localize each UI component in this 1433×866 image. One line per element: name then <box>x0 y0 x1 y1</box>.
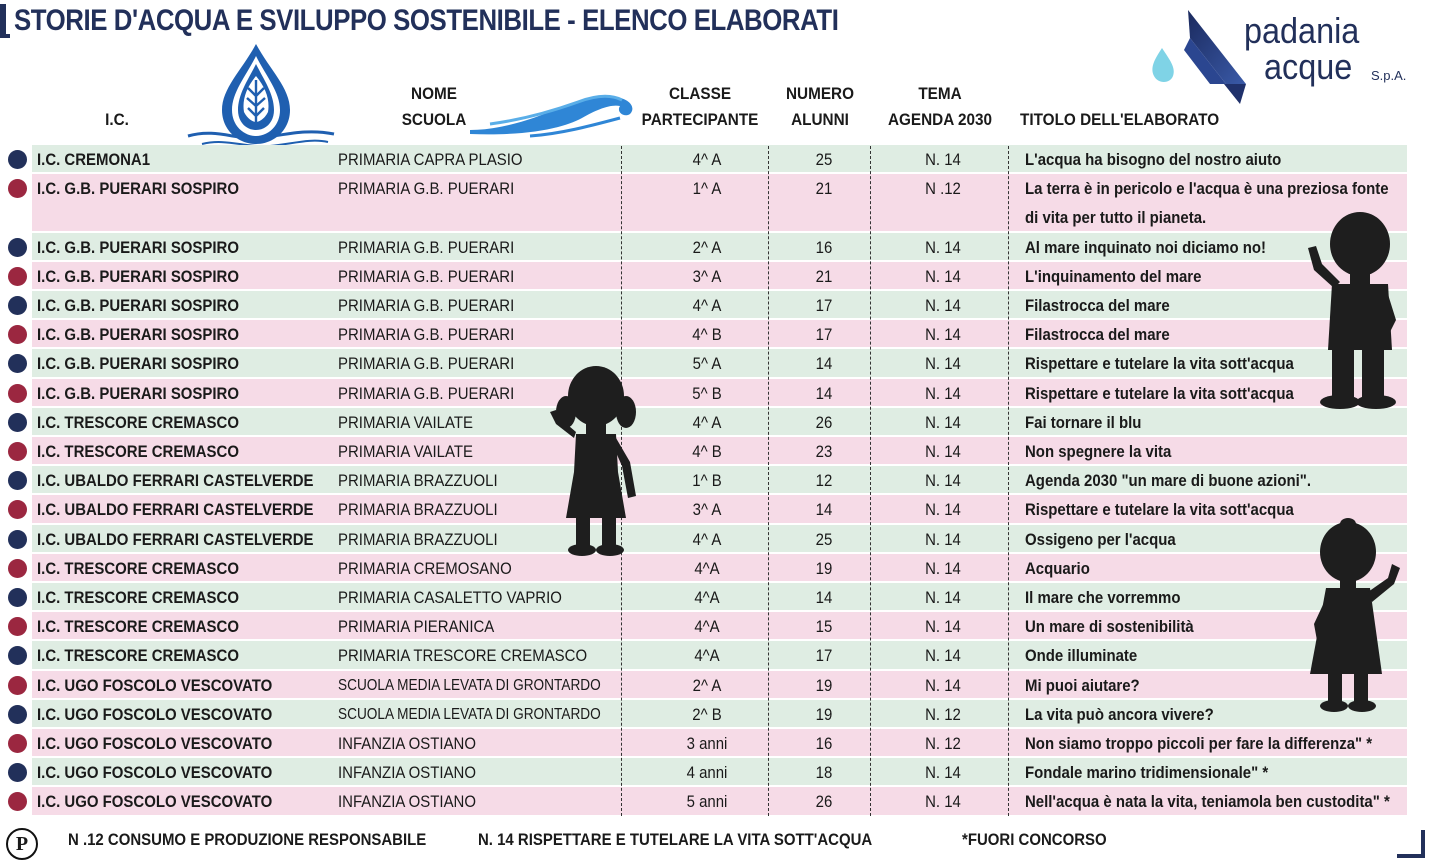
row-ic: I.C. TRESCORE CREMASCO <box>37 617 239 637</box>
row-class: 4^ A <box>692 529 722 549</box>
row-tema: N. 14 <box>925 558 961 578</box>
table-row <box>32 554 1407 581</box>
row-school: PRIMARIA CREMOSANO <box>338 558 512 578</box>
header-num-line1: NUMERO <box>785 84 855 103</box>
row-title: Nell'acqua è nata la vita, teniamola ben custodita" * <box>1025 792 1390 812</box>
row-tema: N. 14 <box>925 266 961 286</box>
row-title: Fai tornare il blu <box>1025 412 1142 432</box>
row-class: 1^ B <box>692 471 722 491</box>
row-alunni: 25 <box>815 529 833 549</box>
row-class: 5 anni <box>686 792 728 812</box>
row-ic: I.C. UGO FOSCOLO VESCOVATO <box>37 704 273 724</box>
header-tema-line1: TEMA <box>918 84 962 103</box>
row-bullet-icon <box>8 325 27 344</box>
row-tema: N. 14 <box>925 646 961 666</box>
table-row <box>32 700 1407 727</box>
footer-legend <box>0 828 1433 860</box>
row-bullet-icon <box>8 646 27 665</box>
padania-acque-mark-icon <box>1148 8 1248 108</box>
row-tema: N. 14 <box>925 588 961 607</box>
row-school: PRIMARIA PIERANICA <box>338 617 495 637</box>
table-row <box>32 174 1407 230</box>
row-title: Mi puoi aiutare? <box>1025 675 1140 695</box>
row-title: Fondale marino tridimensionale" * <box>1025 763 1269 783</box>
row-school: PRIMARIA G.B. PUERARI <box>338 383 515 403</box>
table-row <box>32 291 1407 318</box>
row-alunni: 25 <box>815 150 833 169</box>
row-bullet-icon <box>8 792 27 811</box>
row-tema: N. 14 <box>925 383 961 403</box>
header-school-line2: SCUOLA <box>401 110 467 129</box>
water-drop-leaf-icon <box>186 40 336 152</box>
header-title: TITOLO DELL'ELABORATO <box>1020 110 1220 129</box>
row-tema: N. 14 <box>925 412 961 432</box>
column-separator <box>870 146 871 816</box>
row-title: Rispettare e tutelare la vita sott'acqua <box>1025 500 1294 520</box>
row-bullet-icon <box>8 471 27 490</box>
table-row <box>32 758 1407 785</box>
row-school: PRIMARIA G.B. PUERARI <box>338 179 515 199</box>
row-ic: I.C. UBALDO FERRARI CASTELVERDE <box>37 500 314 520</box>
row-title: Acquario <box>1025 558 1090 578</box>
row-school: PRIMARIA VAILATE <box>338 412 473 432</box>
row-tema: N. 14 <box>925 325 961 345</box>
page-title: STORIE D'ACQUA E SVILUPPO SOSTENIBILE - ELENCO ELABORATI <box>14 4 839 37</box>
row-tema: N. 14 <box>925 471 961 491</box>
table-row <box>32 466 1407 493</box>
row-school: PRIMARIA CASALETTO VAPRIO <box>338 588 562 607</box>
row-title: Rispettare e tutelare la vita sott'acqua <box>1025 354 1294 374</box>
small-girl-waving-silhouette-icon <box>1296 514 1406 714</box>
row-school: INFANZIA OSTIANO <box>338 792 476 812</box>
table-row <box>32 349 1407 376</box>
row-ic: I.C. UBALDO FERRARI CASTELVERDE <box>37 471 314 491</box>
row-class: 5^ B <box>692 383 722 403</box>
row-ic: I.C. G.B. PUERARI SOSPIRO <box>37 179 240 199</box>
row-bullet-icon <box>8 559 27 578</box>
row-alunni: 19 <box>815 704 833 724</box>
row-bullet-icon <box>8 588 27 607</box>
row-title: Agenda 2030 "un mare di buone azioni". <box>1025 471 1312 491</box>
row-class: 4^ B <box>692 325 722 345</box>
row-class: 4^A <box>694 646 720 666</box>
row-ic: I.C. G.B. PUERARI SOSPIRO <box>37 296 240 315</box>
row-class: 2^ B <box>692 704 722 724</box>
title-bar-accent <box>0 4 6 38</box>
legend-fuori-concorso: *FUORI CONCORSO <box>962 830 1107 849</box>
row-class: 4 anni <box>686 763 728 783</box>
row-class: 5^ A <box>692 354 722 374</box>
row-bullet-icon <box>8 238 27 257</box>
row-alunni: 14 <box>815 588 833 607</box>
table-row <box>32 233 1407 260</box>
row-ic: I.C. G.B. PUERARI SOSPIRO <box>37 354 240 374</box>
header-num-line2: ALUNNI <box>791 110 849 129</box>
row-alunni: 17 <box>815 646 833 666</box>
row-school: INFANZIA OSTIANO <box>338 734 476 753</box>
p-logo-icon: P <box>6 828 38 860</box>
table-row <box>32 671 1407 698</box>
row-title: Non spegnere la vita <box>1025 442 1172 461</box>
row-class: 3^ A <box>692 266 722 286</box>
row-school: PRIMARIA BRAZZUOLI <box>338 471 498 491</box>
row-title: Filastrocca del mare <box>1025 325 1170 345</box>
table-row <box>32 612 1407 639</box>
row-school: PRIMARIA VAILATE <box>338 442 473 461</box>
row-class: 4^A <box>694 588 720 607</box>
row-tema: N. 14 <box>925 500 961 520</box>
row-bullet-icon <box>8 442 27 461</box>
row-ic: I.C. UBALDO FERRARI CASTELVERDE <box>37 529 314 549</box>
padania-acque-logo <box>1148 8 1418 108</box>
row-ic: I.C. G.B. PUERARI SOSPIRO <box>37 383 240 403</box>
row-class: 1^ A <box>692 179 722 199</box>
row-title: La terra è in pericolo e l'acqua è una preziosa fonte di vita per tutto il pianeta. <box>1025 179 1389 228</box>
row-tema: N. 14 <box>925 617 961 637</box>
logo-text-padania: padania <box>1244 10 1360 51</box>
row-alunni: 16 <box>815 237 833 257</box>
row-ic: I.C. TRESCORE CREMASCO <box>37 442 239 461</box>
table-row <box>32 262 1407 289</box>
row-tema: N. 14 <box>925 675 961 695</box>
row-ic: I.C. TRESCORE CREMASCO <box>37 646 239 666</box>
row-alunni: 15 <box>815 617 833 637</box>
row-tema: N. 14 <box>925 442 961 461</box>
row-tema: N. 14 <box>925 296 961 315</box>
row-ic: I.C. CREMONA1 <box>37 150 151 169</box>
row-alunni: 16 <box>815 734 833 753</box>
row-class: 4^ A <box>692 150 722 169</box>
row-alunni: 26 <box>815 412 833 432</box>
row-alunni: 14 <box>815 500 833 520</box>
row-ic: I.C. UGO FOSCOLO VESCOVATO <box>37 675 273 695</box>
row-alunni: 14 <box>815 383 833 403</box>
row-school: PRIMARIA G.B. PUERARI <box>338 354 515 374</box>
row-ic: I.C. TRESCORE CREMASCO <box>37 558 239 578</box>
row-alunni: 23 <box>815 442 833 461</box>
row-school: SCUOLA MEDIA LEVATA DI GRONTARDO <box>338 676 601 694</box>
row-alunni: 14 <box>815 354 833 374</box>
row-title: Rispettare e tutelare la vita sott'acqua <box>1025 383 1294 403</box>
row-bullet-icon <box>8 150 27 169</box>
sea-wave-icon <box>470 90 640 138</box>
table-row <box>32 641 1407 668</box>
row-bullet-icon <box>8 500 27 519</box>
row-school: PRIMARIA G.B. PUERARI <box>338 296 515 315</box>
row-tema: N. 12 <box>925 704 961 724</box>
row-title: Il mare che vorremmo <box>1025 588 1181 607</box>
row-class: 4^ A <box>692 412 722 432</box>
row-bullet-icon <box>8 296 27 315</box>
row-alunni: 12 <box>815 471 833 491</box>
row-alunni: 21 <box>815 179 833 199</box>
logo-text-acque: acque <box>1264 46 1353 87</box>
row-bullet-icon <box>8 179 27 198</box>
row-bullet-icon <box>8 734 27 753</box>
row-tema: N. 14 <box>925 237 961 257</box>
header-class-line2: PARTECIPANTE <box>641 110 759 129</box>
row-school: PRIMARIA G.B. PUERARI <box>338 237 515 257</box>
row-school: PRIMARIA BRAZZUOLI <box>338 529 498 549</box>
header-tema-line2: AGENDA 2030 <box>887 110 993 129</box>
row-bullet-icon <box>8 267 27 286</box>
row-school: PRIMARIA G.B. PUERARI <box>338 325 515 345</box>
row-bullet-icon <box>8 413 27 432</box>
legend-n12: N .12 CONSUMO E PRODUZIONE RESPONSABILE <box>68 830 427 849</box>
corner-accent <box>1397 830 1425 858</box>
row-title: Al mare inquinato noi diciamo no! <box>1025 237 1267 257</box>
table-row <box>32 145 1407 172</box>
row-tema: N. 14 <box>925 354 961 374</box>
table-row <box>32 437 1407 464</box>
row-school: PRIMARIA CAPRA PLASIO <box>338 150 523 169</box>
table-row <box>32 583 1407 610</box>
row-class: 2^ A <box>692 237 722 257</box>
row-alunni: 18 <box>815 763 833 783</box>
row-alunni: 17 <box>815 296 833 315</box>
row-title: La vita può ancora vivere? <box>1025 704 1214 724</box>
table-row <box>32 495 1407 522</box>
row-ic: I.C. UGO FOSCOLO VESCOVATO <box>37 763 273 783</box>
row-school: PRIMARIA G.B. PUERARI <box>338 266 515 286</box>
row-tema: N .12 <box>925 179 961 199</box>
table-row <box>32 408 1407 435</box>
girl-waving-silhouette-icon <box>546 362 646 556</box>
row-alunni: 26 <box>815 792 833 812</box>
row-ic: I.C. G.B. PUERARI SOSPIRO <box>37 266 240 286</box>
row-bullet-icon <box>8 705 27 724</box>
row-alunni: 19 <box>815 675 833 695</box>
logo-text-spa: S.p.A. <box>1371 68 1407 83</box>
header-class-line1: CLASSE <box>668 84 732 103</box>
row-bullet-icon <box>8 354 27 373</box>
row-class: 3 anni <box>686 734 728 753</box>
row-ic: I.C. UGO FOSCOLO VESCOVATO <box>37 734 273 753</box>
column-separator <box>768 146 769 816</box>
table-row <box>32 379 1407 406</box>
row-alunni: 21 <box>815 266 833 286</box>
table-row <box>32 729 1407 756</box>
row-title: Un mare di sostenibilità <box>1025 617 1194 637</box>
row-school: PRIMARIA TRESCORE CREMASCO <box>338 646 588 666</box>
row-ic: I.C. TRESCORE CREMASCO <box>37 588 239 607</box>
table-row <box>32 525 1407 552</box>
row-class: 4^A <box>694 617 720 637</box>
row-ic: I.C. G.B. PUERARI SOSPIRO <box>37 325 240 345</box>
row-tema: N. 14 <box>925 529 961 549</box>
table-row <box>32 787 1407 814</box>
row-ic: I.C. G.B. PUERARI SOSPIRO <box>37 237 240 257</box>
row-class: 4^A <box>694 558 720 578</box>
row-class: 3^ A <box>692 500 722 520</box>
row-title: Filastrocca del mare <box>1025 296 1170 315</box>
row-ic: I.C. TRESCORE CREMASCO <box>37 412 239 432</box>
row-school: SCUOLA MEDIA LEVATA DI GRONTARDO <box>338 705 601 723</box>
column-separator <box>1008 146 1009 816</box>
row-ic: I.C. UGO FOSCOLO VESCOVATO <box>37 792 273 812</box>
row-bullet-icon <box>8 676 27 695</box>
row-class: 4^ A <box>692 296 722 315</box>
row-alunni: 17 <box>815 325 833 345</box>
row-school: PRIMARIA BRAZZUOLI <box>338 500 498 520</box>
row-title: L'inquinamento del mare <box>1025 266 1202 286</box>
row-bullet-icon <box>8 617 27 636</box>
boy-waving-silhouette-icon <box>1296 210 1406 410</box>
title-bar-accent-base <box>0 34 10 38</box>
table-row <box>32 320 1407 347</box>
header-school-line1: NOME <box>411 84 457 103</box>
row-alunni: 19 <box>815 558 833 578</box>
row-bullet-icon <box>8 763 27 782</box>
legend-n14: N. 14 RISPETTARE E TUTELARE LA VITA SOTT'ACQUA <box>478 830 873 849</box>
row-class: 4^ B <box>692 442 722 461</box>
row-title: L'acqua ha bisogno del nostro aiuto <box>1025 150 1282 169</box>
row-tema: N. 14 <box>925 792 961 812</box>
row-tema: N. 12 <box>925 734 961 753</box>
row-title: Non siamo troppo piccoli per fare la differenza" * <box>1025 734 1373 753</box>
row-title: Onde illuminate <box>1025 646 1138 666</box>
row-tema: N. 14 <box>925 763 961 783</box>
row-title: Ossigeno per l'acqua <box>1025 529 1176 549</box>
row-bullet-icon <box>8 530 27 549</box>
header-ic: I.C. <box>105 110 129 129</box>
row-class: 2^ A <box>692 675 722 695</box>
row-school: INFANZIA OSTIANO <box>338 763 476 783</box>
row-bullet-icon <box>8 384 27 403</box>
row-tema: N. 14 <box>925 150 961 169</box>
